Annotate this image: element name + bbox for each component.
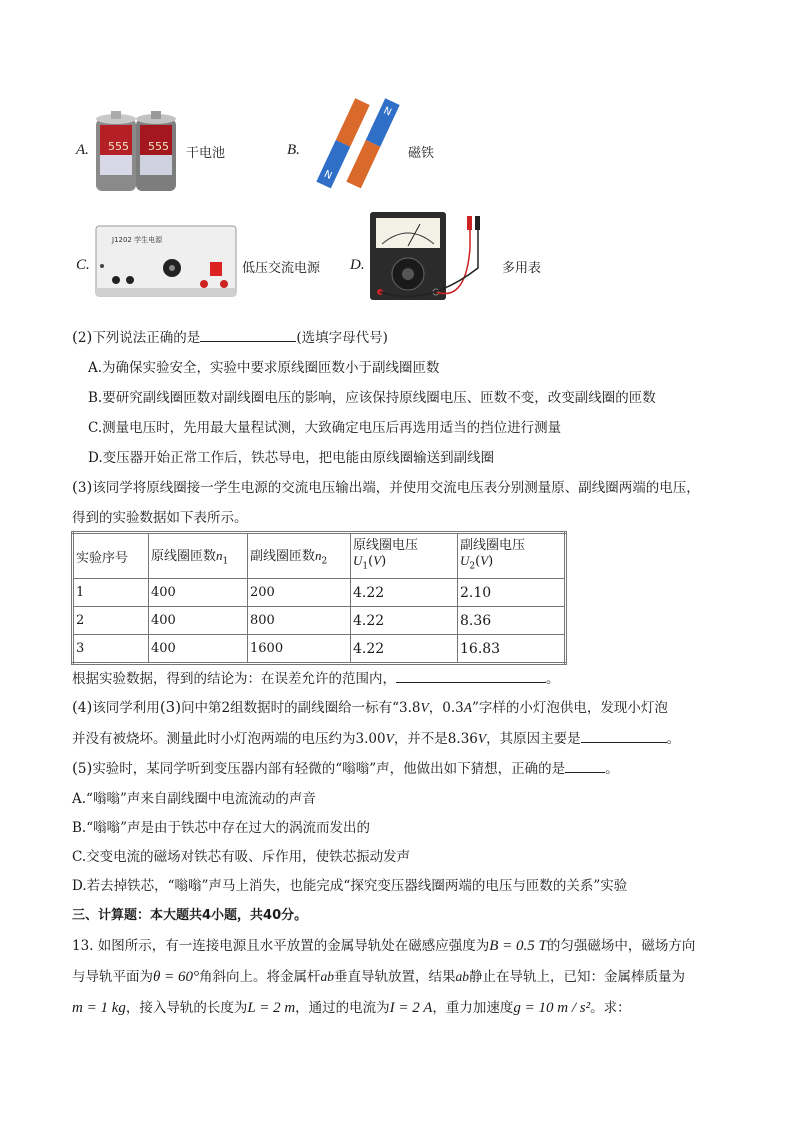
q5-option-a: A.“嗡嗡”声来自副线圈中电流流动的声音 [72,791,316,807]
svg-text:N: N [322,168,334,182]
option-d-caption: 多用表 [502,261,542,276]
battery-icon [92,105,182,195]
q13-line1: 13. 如图所示，有一连接电源且水平放置的金属导轨处在磁感应强度为B = 0.5 T的匀强磁场中，磁场方向 [72,938,696,954]
q5-stem: (5)实验时，某同学听到变压器内部有轻微的“嗡嗡”声，他做出如下猜想，正确的是 。 [72,759,619,777]
option-d-letter: D. [350,257,365,273]
header-cell: 副线圈电压 $U_2(V)$ [458,533,566,579]
option-b-caption: 磁铁 [408,146,435,161]
power-supply-label: J1202 学生电源 [112,236,163,244]
svg-text:N: N [381,105,394,119]
q4-line1: (4)该同学利用(3)问中第2组数据时的副线圈给一标有“3.8V，0.3A”字样的小灯泡供电，发现小灯泡 [72,698,668,716]
q2-answer-blank [200,329,296,342]
option-c-caption: 低压交流电源 [242,261,321,276]
q5-option-d: D.若去掉铁芯，“嗡嗡”声马上消失，也能完成“探究变压器线圈两端的电压与匝数的关系”实验 [72,878,628,894]
svg-text:555: 555 [148,140,169,153]
table-row: 3 400 1600 4.22 16.83 [73,635,566,664]
q3-line2: 得到的实验数据如下表所示。 [72,510,248,526]
q2-stem: (2)下列说法正确的是 (选填字母代号) [72,328,388,346]
q5-answer-blank [565,760,605,773]
data-table [71,531,567,665]
svg-text:555: 555 [108,140,129,153]
q13-line2: 与导轨平面为θ = 60°角斜向上。将金属杆ab垂直导轨放置，结果ab静止在导轨上，已知：金属棒质量为 [72,969,685,985]
header-cell: 实验序号 [73,533,149,579]
header-cell: 副线圈匝数$n_2$ [248,533,351,579]
option-b-letter: B. [287,142,300,158]
q3-conclusion: 根据实验数据，得到的结论为：在误差允许的范围内， 。 [72,671,560,687]
section-heading: 三、计算题：本大题共4小题，共40分。 [72,908,308,923]
q2-option-a: A.为确保实验安全，实验中要求原线圈匝数小于副线圈匝数 [88,360,440,376]
option-c-letter: C. [76,257,90,273]
q2-option-c: C.测量电压时，先用最大量程试测，大致确定电压后再选用适当的挡位进行测量 [88,420,562,436]
option-a-caption: 干电池 [186,146,226,161]
q13-line3: m = 1 kg，接入导轨的长度为L = 2 m，通过的电流为I = 2 A，重力加速度g = 10 m / s²。求： [72,1000,631,1016]
q3-answer-blank [396,670,546,683]
q4-line2: 并没有被烧坏。测量此时小灯泡两端的电压约为3.00V，并不是8.36V，其原因主要是 。 [72,731,681,747]
table-row: 2 400 800 4.22 8.36 [73,607,566,635]
header-cell: 原线圈匝数$n_1$ [149,533,248,579]
q3-line1: (3)该同学将原线圈接一学生电源的交流电压输出端，并使用交流电压表分别测量原、副线圈两端的电压， [72,478,700,496]
q5-option-c: C.交变电流的磁场对铁芯有吸、斥作用，使铁芯振动发声 [72,849,411,865]
multimeter-icon [366,208,496,304]
table-header-row [73,533,566,579]
header-cell: 原线圈电压 $U_1(V)$ [351,533,458,579]
option-a-letter: A. [76,142,89,158]
q4-answer-blank [581,730,667,743]
table-row: 1 400 200 4.22 2.10 [73,579,566,607]
power-supply-icon [94,222,238,300]
q2-option-b: B.要研究副线圈匝数对副线圈电压的影响，应该保持原线圈电压、匝数不变，改变副线圈的匝数 [88,390,656,406]
q2-option-d: D.变压器开始正常工作后，铁芯导电，把电能由原线圈输送到副线圈 [88,450,495,466]
magnet-icon [314,98,404,194]
q5-option-b: B.“嗡嗡”声是由于铁芯中存在过大的涡流而发出的 [72,820,371,836]
